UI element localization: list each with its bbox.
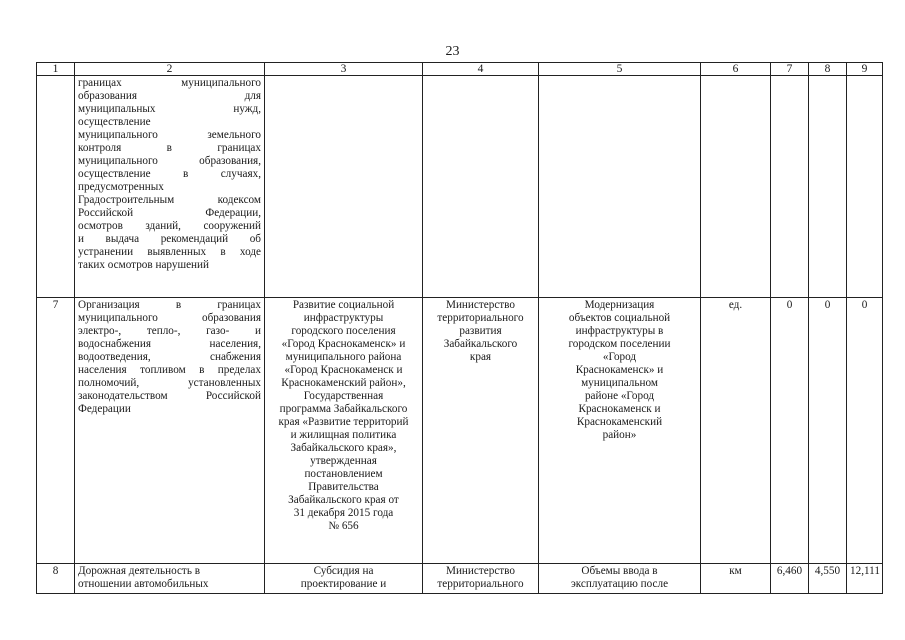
cell-text-line: электро-, тепло-, газо- и (78, 325, 261, 337)
description-cell (75, 564, 265, 594)
table-header-row (37, 63, 883, 76)
value-cell (771, 76, 809, 298)
cell-text-line: объектов социальной (568, 312, 671, 324)
cell-text-line: населения топливом в пределах (78, 364, 261, 376)
table-row (37, 564, 883, 594)
cell-text-line: муниципальных нужд, (78, 103, 261, 115)
cell-text-line: Забайкальского (443, 338, 518, 350)
header-cell: 4 (423, 63, 539, 76)
cell-text-line: Модернизация (584, 299, 655, 311)
cell-text-line: программа Забайкальского (279, 403, 408, 415)
cell-text-line: осмотров зданий, сооружений (78, 220, 261, 232)
table-row (37, 76, 883, 298)
page-number: 23 (445, 44, 460, 59)
value-cell: 0 (847, 298, 883, 564)
cell-text-line: городском поселении (568, 338, 671, 350)
cell-text-line: Министерство (446, 299, 515, 311)
value-cell: 0 (771, 298, 809, 564)
program-cell (265, 76, 423, 298)
cell-text-line: Забайкальского края», (290, 442, 397, 454)
cell-text-line: отношении автомобильных (78, 578, 209, 590)
unit-cell (701, 76, 771, 298)
cell-text-line: № 656 (328, 520, 359, 532)
cell-text-line: предусмотренных (78, 181, 164, 193)
cell-text-line: и жилищная политика (290, 429, 397, 441)
cell-text-line: края (469, 351, 492, 363)
cell-text-line: Краснокаменск» и (575, 364, 664, 376)
ministry-cell (423, 76, 539, 298)
table-row (37, 298, 883, 564)
unit-cell: ед. (701, 298, 771, 564)
program-cell (265, 564, 423, 594)
cell-text-line: муниципальном (581, 377, 658, 389)
cell-text-line: территориального (437, 578, 524, 590)
cell-text-line: Министерство (446, 565, 515, 577)
row-number-cell: 8 (37, 564, 75, 594)
cell-text-line: устранении выявленных в ходе (78, 246, 261, 258)
cell-text-line: края «Развитие территорий (278, 416, 409, 428)
cell-text-line: Российской Федерации, (78, 207, 261, 219)
cell-text-line: Государственная (303, 390, 384, 402)
data-table (36, 62, 883, 594)
cell-text-line: инфраструктуры (303, 312, 384, 324)
ministry-cell (423, 564, 539, 594)
cell-text-line: Градостроительным кодексом (78, 194, 261, 206)
cell-text-line: Краснокаменский (576, 416, 663, 428)
cell-text-line: развития (459, 325, 502, 337)
cell-text-line: осуществление в случаях, (78, 168, 261, 180)
unit-cell: км (701, 564, 771, 594)
cell-text-line: утвержденная (310, 455, 377, 467)
program-cell (265, 298, 423, 564)
cell-text-line: Федерации (78, 403, 131, 415)
result-cell (539, 564, 701, 594)
cell-text-line: «Город (602, 351, 637, 363)
header-cell: 5 (539, 63, 701, 76)
cell-text-line: территориального (437, 312, 524, 324)
cell-text-line: образования для (78, 90, 261, 102)
cell-text-line: муниципального образования, (78, 155, 261, 167)
cell-text-line: инфраструктуры в (575, 325, 664, 337)
result-cell (539, 298, 701, 564)
ministry-cell (423, 298, 539, 564)
value-cell (809, 76, 847, 298)
cell-text-line: законодательством Российской (78, 390, 261, 402)
value-cell (847, 76, 883, 298)
header-cell: 8 (809, 63, 847, 76)
cell-text-line: осуществление (78, 116, 151, 128)
value-cell: 12,111 (847, 564, 883, 594)
header-cell: 2 (75, 63, 265, 76)
cell-text-line: Организация в границах (78, 299, 261, 311)
description-cell (75, 298, 265, 564)
cell-text-line: Субсидия на (313, 565, 374, 577)
cell-text-line: «Город Краснокаменск и (284, 364, 403, 376)
cell-text-line: муниципального земельного (78, 129, 261, 141)
header-cell: 6 (701, 63, 771, 76)
cell-text-line: полномочий, установленных (78, 377, 261, 389)
cell-text-line: Дорожная деятельность в (78, 565, 200, 577)
value-cell: 0 (809, 298, 847, 564)
cell-text-line: Развитие социальной (292, 299, 395, 311)
cell-text-line: городского поселения (291, 325, 396, 337)
header-cell: 7 (771, 63, 809, 76)
value-cell: 6,460 (771, 564, 809, 594)
cell-text-line: Краснокаменский район», (281, 377, 406, 389)
cell-text-line: контроля в границах (78, 142, 261, 154)
result-cell (539, 76, 701, 298)
row-number-cell: 7 (37, 298, 75, 564)
cell-text-line: водоснабжения населения, (78, 338, 261, 350)
cell-text-line: Забайкальского края от (288, 494, 399, 506)
cell-text-line: таких осмотров нарушений (78, 259, 209, 271)
cell-text-line: границах муниципального (78, 77, 261, 89)
cell-text-line: эксплуатацию после (570, 578, 669, 590)
cell-text-line: Объемы ввода в (581, 565, 658, 577)
cell-text-line: муниципального образования (78, 312, 261, 324)
cell-text-line: районе «Город (584, 390, 655, 402)
cell-text-line: Краснокаменск и (578, 403, 661, 415)
cell-text-line: и выдача рекомендаций об (78, 233, 261, 245)
cell-text-line: муниципального района (285, 351, 402, 363)
cell-text-line: «Город Краснокаменск» и (281, 338, 406, 350)
cell-text-line: Правительства (308, 481, 379, 493)
description-cell (75, 76, 265, 298)
cell-text-line: 31 декабря 2015 года (293, 507, 394, 519)
cell-text-line: район» (602, 429, 637, 441)
cell-text-line: водоотведения, снабжения (78, 351, 261, 363)
row-number-cell (37, 76, 75, 298)
cell-text-line: проектирование и (300, 578, 387, 590)
value-cell: 4,550 (809, 564, 847, 594)
header-cell: 3 (265, 63, 423, 76)
header-cell: 9 (847, 63, 883, 76)
header-cell: 1 (37, 63, 75, 76)
cell-text-line: постановлением (304, 468, 383, 480)
